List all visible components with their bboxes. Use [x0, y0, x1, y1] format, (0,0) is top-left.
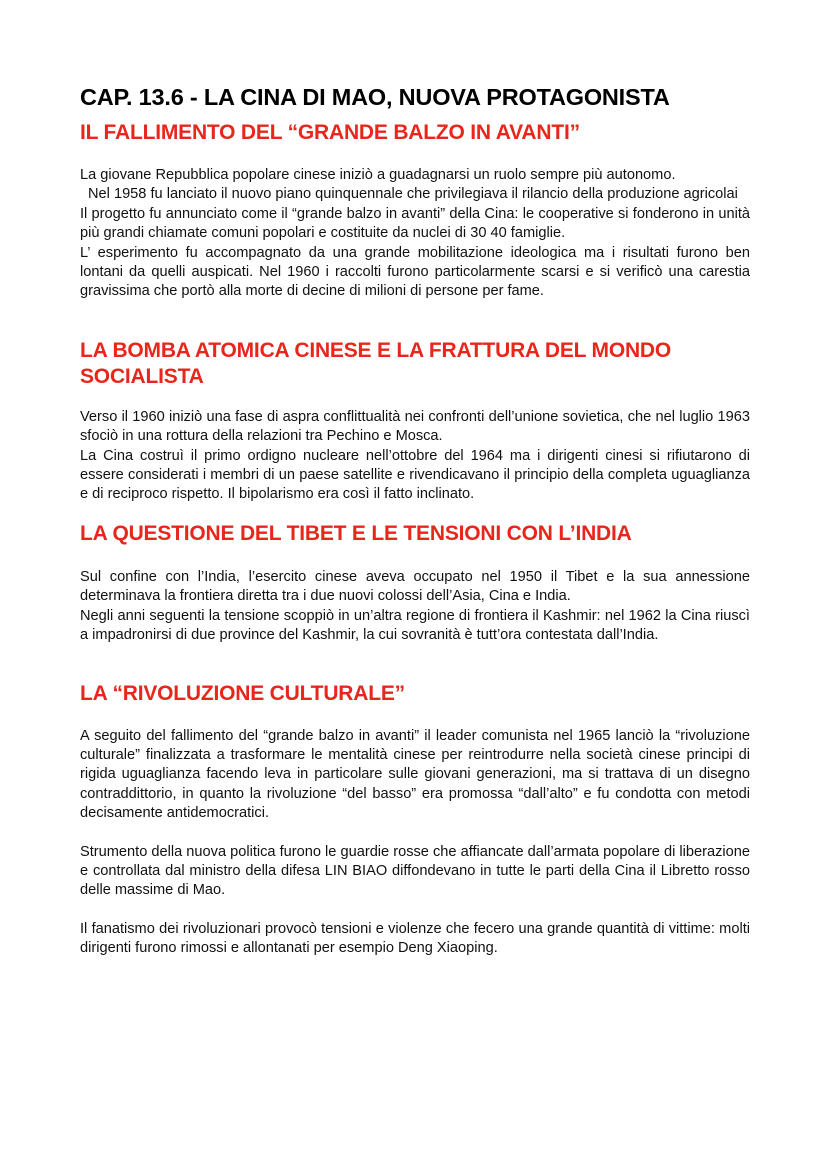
- section-body-tibet: [80, 568, 750, 646]
- paragraph: A seguito del fallimento del “grande balzo in avanti” il leader comunista nel 1965 lanciò la “rivoluzione culturale” finalizzata a trasformare le mentalità cinese per reintrodurre nella società cinese principi di rigida uguaglianza facendo leva in particolare sulle giovani generazioni, ma si trattava di un disegno contraddittorio, in quanto la rivoluzione “del basso” era promossa “dall’alto” e fu condotta con metodi decisamente antidemocratici.: [80, 727, 750, 822]
- document-page: [80, 82, 750, 959]
- paragraph: La Cina costruì il primo ordigno nucleare nell’ottobre del 1964 ma i dirigenti cinesi si rifiutarono di essere considerati i membri di un paese satellite e rivendicavano il principio della completa uguaglianza e di reciproco rispetto. Il bipolarismo era così il fatto inclinato.: [80, 447, 750, 503]
- section-body-grande-balzo: [80, 166, 750, 302]
- paragraph: L’ esperimento fu accompagnato da una grande mobilitazione ideologica ma i risultati furono ben lontani da quelli auspicati. Nel 1960 i raccolti furono particolarmente scarsi e si verificò una carestia gravissima che portò alla morte di decine di milioni di persone per fame.: [80, 244, 750, 300]
- paragraph: Strumento della nuova politica furono le guardie rosse che affiancate dall’armata popolare di liberazione e controllata dal ministro della difesa LIN BIAO diffondevano in tutte le parti della Cina il Libretto rosso delle massime di Mao.: [80, 843, 750, 899]
- paragraph: Negli anni seguenti la tensione scoppiò in un’altra regione di frontiera il Kashmir: nel 1962 la Cina riuscì a impadronirsi di due province del Kashmir, la cui sovranità è tutt’ora contestata dall’India.: [80, 607, 750, 644]
- section-body-rivoluzione-culturale: [80, 727, 750, 959]
- paragraph: Sul confine con l’India, l’esercito cinese aveva occupato nel 1950 il Tibet e la sua annessione determinava la frontiera diretta tra i due nuovi colossi dell’Asia, Cina e India.: [80, 568, 750, 605]
- section-heading-tibet: LA QUESTIONE DEL TIBET E LE TENSIONI CON L’INDIA: [80, 521, 632, 545]
- paragraph: Nel 1958 fu lanciato il nuovo piano quinquennale che privilegiava il rilancio della produzione agricolai: [88, 186, 738, 203]
- paragraph: La giovane Repubblica popolare cinese iniziò a guadagnarsi un ruolo sempre più autonomo.: [80, 167, 676, 183]
- section-body-bomba-atomica: [80, 408, 750, 505]
- section-heading-bomba-atomica: LA BOMBA ATOMICA CINESE E LA FRATTURA DEL MONDO SOCIALISTA: [80, 338, 672, 388]
- page-title: CAP. 13.6 - LA CINA DI MAO, NUOVA PROTAGONISTA: [80, 84, 670, 110]
- paragraph: Il progetto fu annunciato come il “grande balzo in avanti” della Cina: le cooperative si fonderono in unità più grandi chiamate comuni popolari e costituite da nuclei di 30 40 famiglie.: [80, 205, 750, 242]
- paragraph: Verso il 1960 iniziò una fase di aspra conflittualità nei confronti dell’unione sovietica, che nel luglio 1963 sfociò in una rottura della relazioni tra Pechino e Mosca.: [80, 408, 750, 445]
- section-heading-rivoluzione-culturale: LA “RIVOLUZIONE CULTURALE”: [80, 681, 405, 705]
- paragraph: Il fanatismo dei rivoluzionari provocò tensioni e violenze che fecero una grande quantità di vittime: molti dirigenti furono rimossi e allontanati per esempio Deng Xiaoping.: [80, 920, 750, 957]
- section-heading-grande-balzo: IL FALLIMENTO DEL “GRANDE BALZO IN AVANTI”: [80, 121, 580, 144]
